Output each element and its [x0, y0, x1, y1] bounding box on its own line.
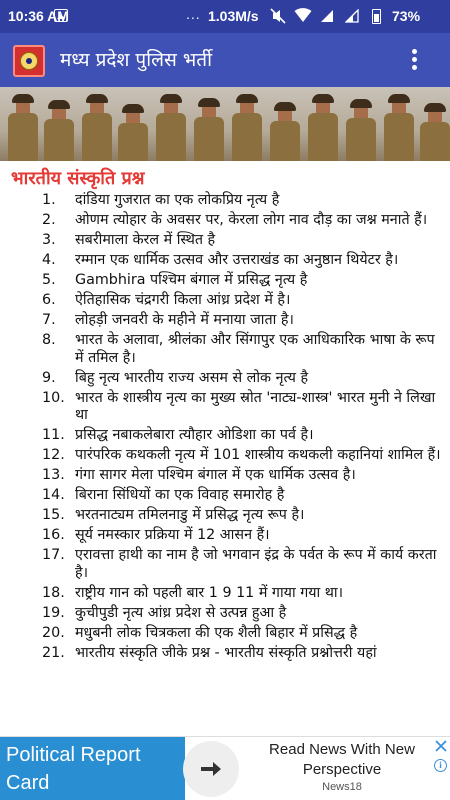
mute-icon: [270, 8, 286, 24]
police-seal-icon: [20, 52, 38, 70]
ad-headline: Read News With New Perspective: [269, 741, 415, 778]
list-item: 17. एरावत्ता हाथी का नाम है जो भगवान इंद्र के पर्वत के रूप में कार्य करता है।: [42, 547, 437, 581]
signal-icon: [345, 9, 359, 23]
police-banner-image: [0, 87, 450, 161]
list-item: 1. दांडिया गुजरात का एक लोकप्रिय नृत्य है: [42, 192, 280, 208]
status-dots: ...: [186, 6, 201, 22]
ad-banner[interactable]: [0, 736, 450, 800]
list-item: 20. मधुबनी लोक चित्रकला की एक शैली बिहार में प्रसिद्ध है: [42, 624, 358, 641]
app-title: मध्य प्रदेश पुलिस भर्ती: [60, 49, 213, 71]
app-logo-icon: [13, 45, 45, 77]
network-speed: 1.03M/s: [208, 8, 259, 24]
arrow-right-icon: [201, 760, 221, 778]
list-item: 14. बिराना सिंधियों का एक विवाह समारोह है: [42, 487, 285, 503]
list-item: 9. बिहु नृत्य भारतीय राज्य असम से लोक नृत्य है: [42, 369, 309, 386]
overflow-menu-icon[interactable]: [400, 45, 428, 75]
question-list: [0, 192, 450, 665]
status-bar: [0, 0, 450, 33]
list-item: 6. ऐतिहासिक चंद्रगरी किला आंध्र प्रदेश में है।: [42, 292, 291, 308]
gallery-notification-icon: [54, 9, 68, 22]
list-item: 12. पारंपरिक कथकली नृत्य में 101 शास्त्रीय कथकली कहानियां शामिल हैं।: [42, 447, 441, 463]
list-item: 4. रम्मान एक धार्मिक उत्सव और उत्तराखंड का अनुष्ठान थियेटर है।: [42, 252, 399, 268]
section-heading: भारतीय संस्कृति प्रश्न: [11, 168, 145, 189]
list-item: 10. भारत के शास्त्रीय नृत्य का मुख्य स्रोत 'नाट्य-शास्त्र' भारत मुनी ने लिखा था: [42, 389, 436, 423]
ad-left-panel[interactable]: Political Report Card: [0, 737, 185, 800]
status-time: 10:36 AM: [8, 8, 69, 24]
list-item: 5. Gambhira पश्चिम बंगाल में प्रसिद्ध नृत्य है: [42, 272, 308, 288]
signal-icon: [320, 9, 334, 23]
wifi-icon: [294, 7, 312, 23]
article-content[interactable]: [0, 161, 450, 736]
list-item: 3. सबरीमाला केरल में स्थित है: [42, 232, 216, 248]
list-item: 18. राष्ट्रीय गान को पहली बार 1 9 11 में गाया गया था।: [42, 584, 344, 601]
list-item: 7. लोहड़ी जनवरी के महीने में मनाया जाता है।: [42, 312, 294, 328]
list-item: 2. ओणम त्योहार के अवसर पर, केरला लोग नाव दौड़ का जश्न मनाते हैं।: [42, 212, 428, 228]
list-item: 8. भारत के अलावा, श्रीलंका और सिंगापुर एक आधिकारिक भाषा के रूप में तमिल है।: [42, 332, 435, 366]
list-item: 15. भरतनाट्यम तमिलनाडु में प्रसिद्ध नृत्य रूप है।: [42, 507, 305, 523]
ad-info-icon[interactable]: i: [434, 759, 447, 772]
battery-icon: [372, 9, 381, 24]
app-bar: [0, 33, 450, 87]
list-item: 11. प्रसिद्ध नबाकलेबारा त्यौहार ओडिशा का पर्व है।: [42, 427, 314, 443]
ad-source: News18: [322, 781, 362, 793]
list-item: 19. कुचीपुडी नृत्य आंध्र प्रदेश से उत्पन्न हुआ है: [42, 604, 287, 621]
ad-right-panel[interactable]: [254, 737, 430, 800]
battery-percent: 73%: [392, 8, 421, 24]
list-item: 16. सूर्य नमस्कार प्रक्रिया में 12 आसन हैं।: [42, 527, 270, 543]
ad-close-icon[interactable]: [434, 739, 448, 753]
ad-arrow-button[interactable]: [183, 741, 239, 797]
list-item: 13. गंगा सागर मेला पश्चिम बंगाल में एक धार्मिक उत्सव है।: [42, 467, 356, 483]
list-item: 21. भारतीय संस्कृति जीके प्रश्न - भारतीय संस्कृति प्रश्नोत्तरी यहां: [42, 644, 377, 661]
